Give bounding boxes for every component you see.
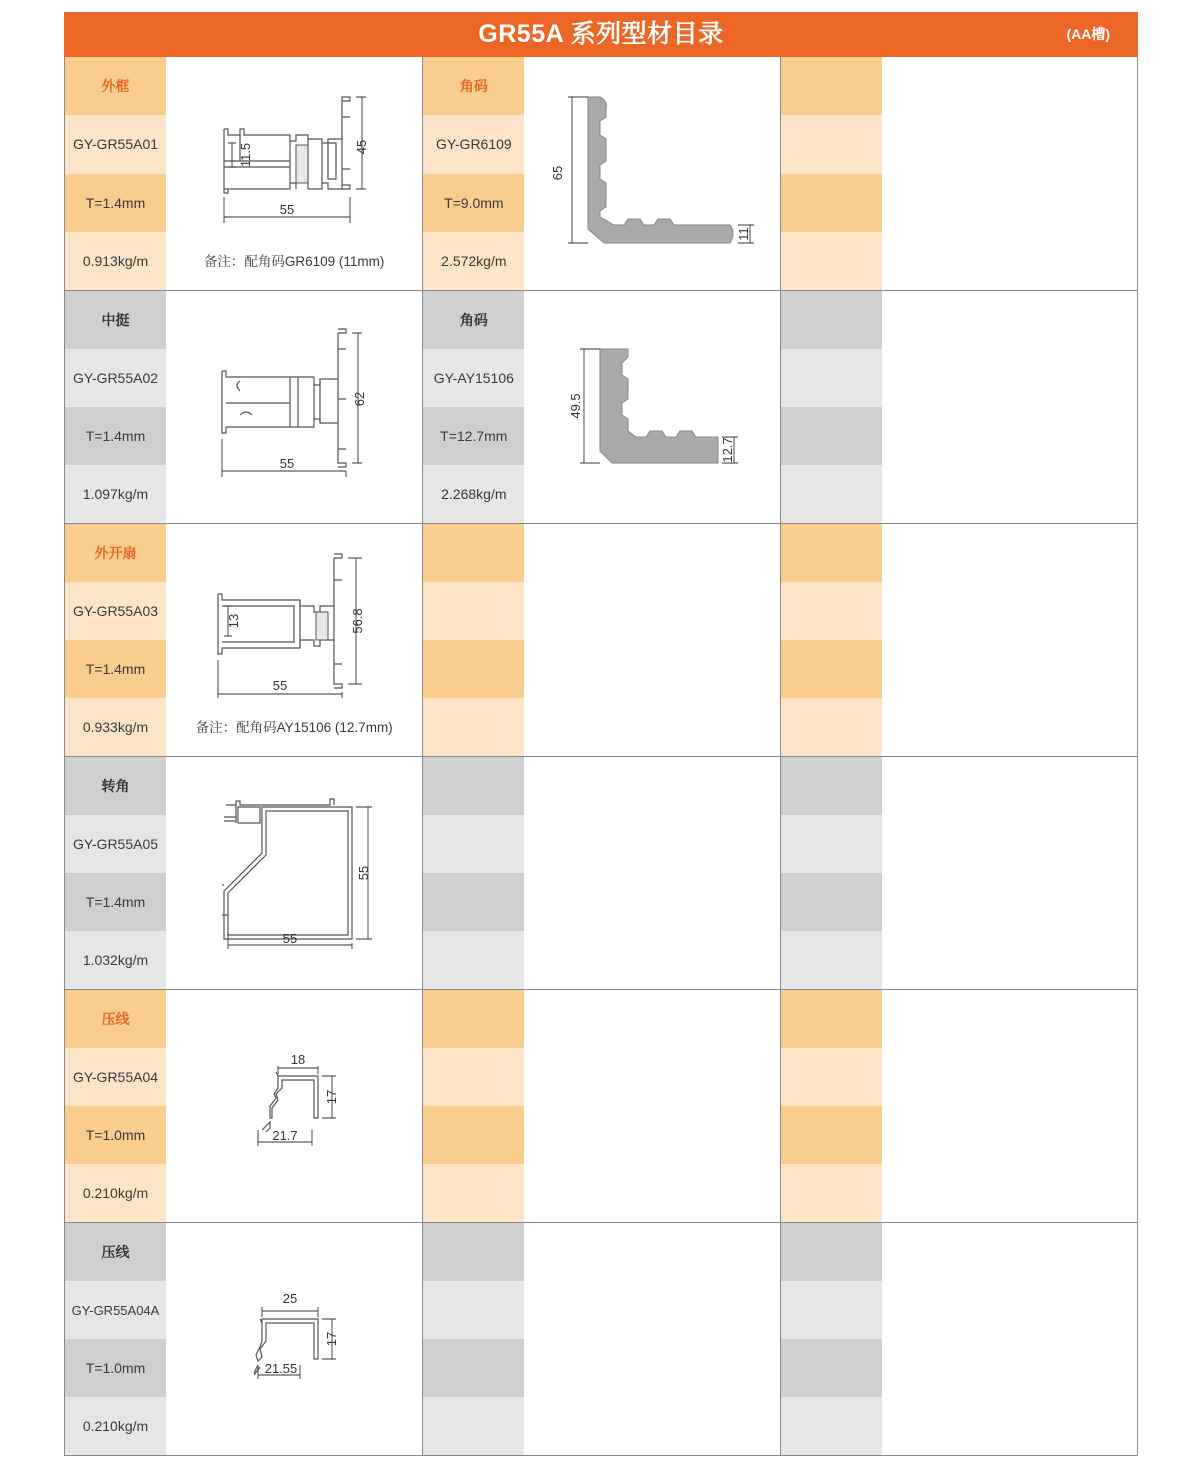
profile-weight: 0.210kg/m: [65, 1397, 166, 1455]
width-top-dim: 25: [282, 1291, 298, 1306]
width-dim: 55: [272, 678, 288, 693]
profile-name: 角码: [423, 291, 524, 349]
profile-name: 角码: [423, 57, 524, 115]
profile-code: GY-GR55A01: [65, 115, 166, 173]
mullion-profile-drawing: [166, 291, 422, 523]
profile-code: GY-GR6109: [423, 115, 524, 173]
profile-entry-empty: [780, 291, 1137, 523]
profile-name: 中挺: [65, 291, 166, 349]
profile-weight: 2.268kg/m: [423, 465, 524, 523]
profile-thickness: T=1.4mm: [65, 174, 166, 232]
profile-code: GY-GR55A04A: [65, 1281, 166, 1339]
width-dim: 55: [279, 202, 295, 217]
groove-type-label: (AA槽): [1066, 26, 1110, 42]
glass-dim: 11.5: [238, 142, 253, 168]
table-row: [65, 57, 1137, 290]
profile-name: 压线: [65, 990, 166, 1048]
table-row: [65, 756, 1137, 989]
profile-thickness: T=1.4mm: [65, 640, 166, 698]
profile-thickness: T=12.7mm: [423, 407, 524, 465]
profile-weight: 0.933kg/m: [65, 698, 166, 756]
thickness-dim: 12.7: [720, 437, 736, 463]
glass-dim: 13: [226, 613, 241, 629]
height-dim: 62: [352, 391, 367, 407]
width-bottom-dim: 21.55: [264, 1361, 298, 1376]
width-dim: 55: [282, 931, 298, 946]
profile-entry-empty: [422, 1223, 779, 1455]
profile-entry: [422, 57, 779, 290]
profile-info: [65, 524, 166, 756]
profile-info: [65, 990, 166, 1222]
corner-key-drawing: [524, 291, 779, 523]
height-dim: 17: [324, 1331, 339, 1347]
profile-entry: [65, 57, 422, 290]
height-dim: 56.8: [350, 608, 365, 634]
table-row: [65, 290, 1137, 523]
corner-profile-drawing: [166, 757, 422, 989]
corner-key-drawing: [524, 57, 779, 290]
profile-info: [65, 291, 166, 523]
profile-entry-empty: [422, 757, 779, 989]
profile-entry: [65, 524, 422, 756]
profile-table: [64, 57, 1138, 1456]
profile-weight: 1.032kg/m: [65, 931, 166, 989]
profile-thickness: T=9.0mm: [423, 174, 524, 232]
profile-entry-empty: [422, 524, 779, 756]
profile-thickness: T=1.4mm: [65, 407, 166, 465]
profile-entry: [65, 1223, 422, 1455]
profile-code: GY-GR55A03: [65, 582, 166, 640]
profile-name: 外开扇: [65, 524, 166, 582]
catalog-header: [64, 12, 1138, 57]
profile-weight: 1.097kg/m: [65, 465, 166, 523]
height-dim: 55: [356, 865, 371, 881]
page-title: GR55A 系列型材目录: [478, 20, 724, 48]
profile-name: 压线: [65, 1223, 166, 1281]
height-dim: 49.5: [568, 393, 584, 419]
profile-code: GY-GR55A04: [65, 1048, 166, 1106]
profile-info: [65, 1223, 166, 1455]
width-top-dim: 18: [290, 1052, 306, 1067]
profile-entry-empty: [422, 990, 779, 1222]
table-row: [65, 989, 1137, 1222]
height-dim: 65: [550, 165, 566, 181]
width-bottom-dim: 21.7: [272, 1128, 298, 1143]
profile-info: [65, 757, 166, 989]
profile-info: [423, 57, 524, 290]
profile-entry: [65, 291, 422, 523]
profile-note: 备注：配角码AY15106 (12.7mm): [195, 720, 393, 735]
profile-entry-empty: [780, 1223, 1137, 1455]
profile-info: [65, 57, 166, 290]
profile-info: [423, 291, 524, 523]
glazing-bead-drawing: [166, 990, 422, 1222]
table-row: [65, 523, 1137, 756]
sash-profile-drawing: [166, 524, 422, 756]
profile-weight: 0.913kg/m: [65, 232, 166, 290]
profile-weight: 0.210kg/m: [65, 1164, 166, 1222]
profile-name: 转角: [65, 757, 166, 815]
profile-code: GY-AY15106: [423, 349, 524, 407]
profile-note: 备注：配角码GR6109 (11mm): [203, 254, 385, 269]
profile-code: GY-GR55A05: [65, 815, 166, 873]
height-dim: 45: [354, 139, 369, 155]
profile-entry-empty: [780, 757, 1137, 989]
width-dim: 55: [279, 456, 295, 471]
profile-weight: 2.572kg/m: [423, 232, 524, 290]
profile-thickness: T=1.0mm: [65, 1339, 166, 1397]
profile-thickness: T=1.4mm: [65, 873, 166, 931]
glazing-bead-drawing: [166, 1223, 422, 1455]
profile-name: 外框: [65, 57, 166, 115]
profile-entry: [65, 990, 422, 1222]
profile-entry-empty: [780, 57, 1137, 290]
profile-code: GY-GR55A02: [65, 349, 166, 407]
frame-profile-drawing: [166, 57, 422, 290]
thickness-dim: 11: [736, 227, 752, 241]
profile-entry-empty: [780, 990, 1137, 1222]
profile-thickness: T=1.0mm: [65, 1106, 166, 1164]
table-row: [65, 1222, 1137, 1455]
profile-entry: [65, 757, 422, 989]
profile-entry: [422, 291, 779, 523]
profile-entry-empty: [780, 524, 1137, 756]
height-dim: 17: [324, 1089, 339, 1105]
